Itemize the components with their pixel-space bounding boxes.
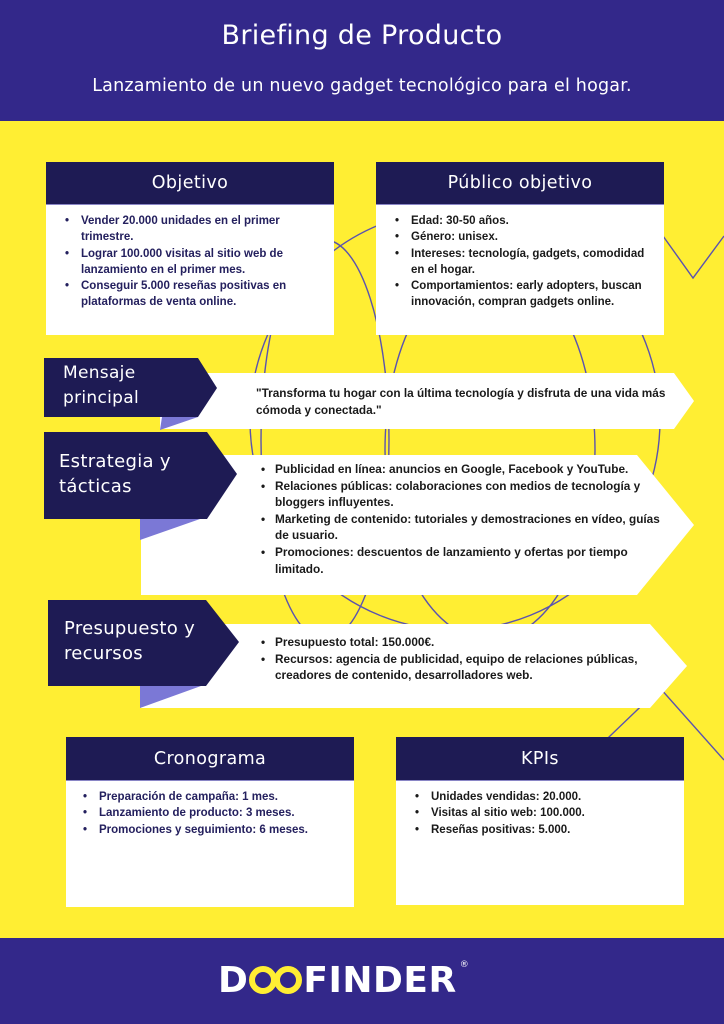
list-item: • Reseñas positivas: 5.000. bbox=[414, 822, 668, 838]
list-item: • Preparación de campaña: 1 mes. bbox=[82, 789, 338, 805]
registered-mark: ® bbox=[459, 960, 469, 970]
presupuesto-label: Presupuesto y recursos bbox=[64, 618, 196, 664]
list-item: • Promociones: descuentos de lanzamiento y ofertas por tiempo limitado. bbox=[260, 544, 660, 577]
list-item: • Lanzamiento de producto: 3 meses. bbox=[82, 805, 338, 821]
mensaje-label-tag bbox=[42, 358, 222, 430]
estrategia-label-tag bbox=[42, 432, 242, 542]
logo-infinity-icon bbox=[249, 966, 302, 994]
publico-objetivo-card bbox=[376, 162, 664, 335]
list-item: • Vender 20.000 unidades en el primer trimestre. bbox=[64, 213, 318, 246]
list-item: • Edad: 30-50 años. bbox=[394, 213, 648, 229]
objetivo-title: Objetivo bbox=[46, 162, 334, 205]
list-item: • Lograr 100.000 visitas al sitio web de lanzamiento en el primer mes. bbox=[64, 246, 318, 279]
list-item: • Presupuesto total: 150.000€. bbox=[260, 634, 660, 651]
kpis-title: KPIs bbox=[396, 737, 684, 781]
objetivo-list bbox=[46, 205, 334, 311]
logo-text-finder: FINDER bbox=[303, 959, 457, 1001]
list-item: • Género: unisex. bbox=[394, 229, 648, 245]
cronograma-list bbox=[66, 781, 354, 838]
doofinder-logo bbox=[218, 958, 469, 1002]
kpis-card bbox=[396, 737, 684, 905]
list-item: • Unidades vendidas: 20.000. bbox=[414, 789, 668, 805]
header-banner bbox=[0, 0, 724, 121]
page-title: Briefing de Producto bbox=[221, 20, 503, 51]
list-item: • Recursos: agencia de publicidad, equipo de relaciones públicas, creadores de contenido, desarrolladores web. bbox=[260, 651, 660, 684]
publico-list bbox=[376, 205, 664, 311]
page-subtitle: Lanzamiento de un nuevo gadget tecnológico para el hogar. bbox=[92, 76, 632, 96]
list-item: • Marketing de contenido: tutoriales y demostraciones en vídeo, guías de usuario. bbox=[260, 511, 660, 544]
publico-objetivo-title: Público objetivo bbox=[376, 162, 664, 205]
list-item: • Relaciones públicas: colaboraciones con medios de tecnología y bloggers influyentes. bbox=[260, 478, 660, 511]
presupuesto-label-tag bbox=[46, 600, 246, 710]
mensaje-label: Mensaje principal bbox=[63, 363, 139, 408]
cronograma-card bbox=[66, 737, 354, 907]
objetivo-card bbox=[46, 162, 334, 335]
mensaje-text: "Transforma tu hogar con la última tecnología y disfruta de una vida más cómoda y conectada." bbox=[256, 386, 666, 417]
list-item: • Conseguir 5.000 reseñas positivas en plataformas de venta online. bbox=[64, 278, 318, 311]
estrategia-label: Estrategia y tácticas bbox=[59, 451, 171, 497]
kpis-list bbox=[396, 781, 684, 838]
estrategia-list bbox=[260, 461, 660, 577]
presupuesto-list bbox=[260, 634, 660, 684]
list-item: • Visitas al sitio web: 100.000. bbox=[414, 805, 668, 821]
list-item: • Intereses: tecnología, gadgets, comodidad en el hogar. bbox=[394, 246, 648, 279]
mensaje-arrow-box bbox=[160, 373, 694, 429]
list-item: • Publicidad en línea: anuncios en Google, Facebook y YouTube. bbox=[260, 461, 660, 478]
logo-letter-d: D bbox=[218, 959, 249, 1001]
list-item: • Comportamientos: early adopters, buscan innovación, compran gadgets online. bbox=[394, 278, 648, 311]
cronograma-title: Cronograma bbox=[66, 737, 354, 781]
list-item: • Promociones y seguimiento: 6 meses. bbox=[82, 822, 338, 838]
